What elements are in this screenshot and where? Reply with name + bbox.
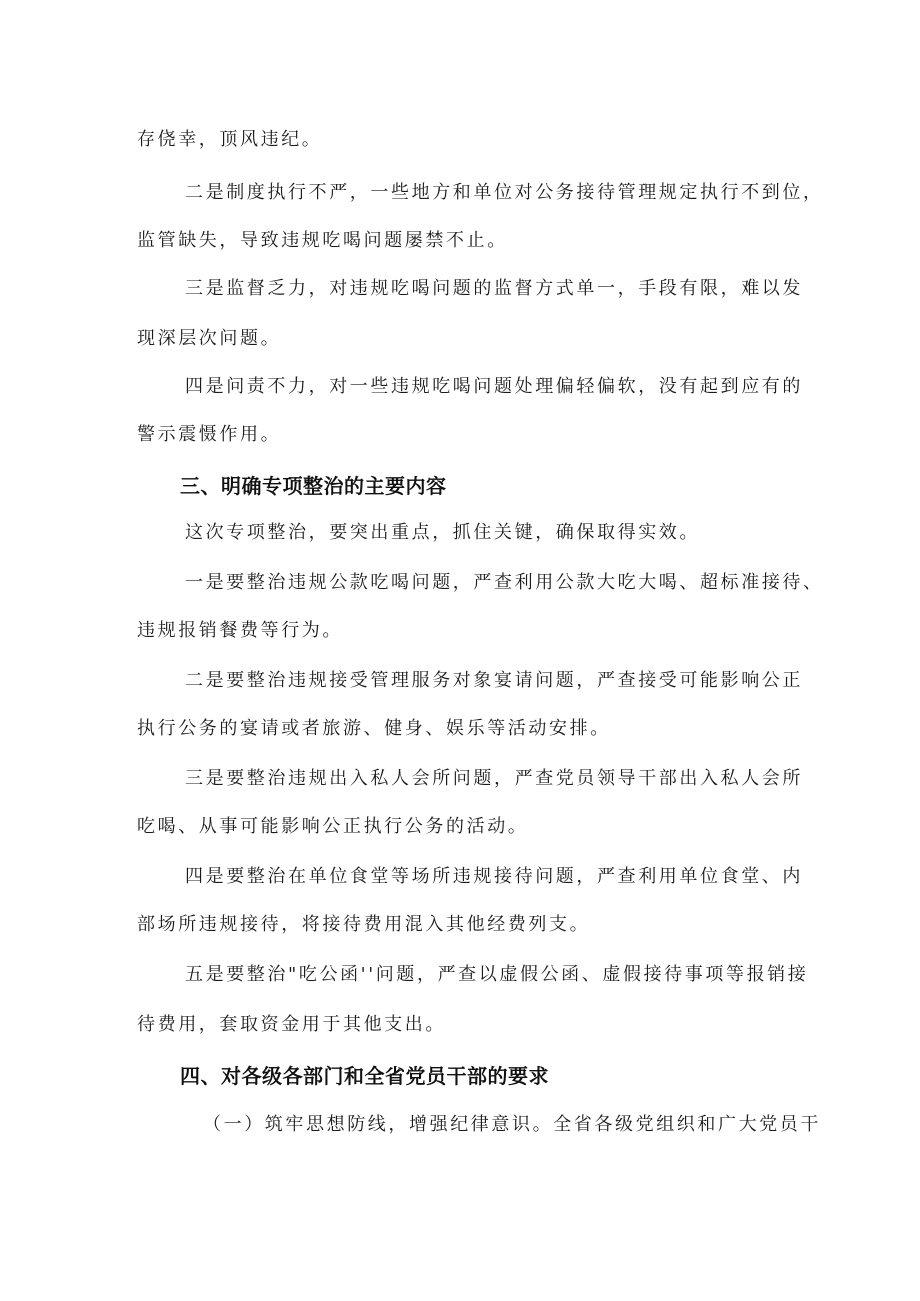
paragraph-line: （一）筑牢思想防线，增强纪律意识。全省各级党组织和广大党员干 bbox=[203, 1114, 821, 1135]
paragraph-line: 五是要整治"吃公函''问题，严查以虚假公函、虚假接待事项等报销接 bbox=[185, 964, 809, 985]
paragraph-line: 执行公务的宴请或者旅游、健身、娱乐等活动安排。 bbox=[137, 718, 611, 739]
paragraph-line: 存侥幸，顶风违纪。 bbox=[137, 129, 323, 150]
paragraph-line: 部场所违规接待，将接待费用混入其他经费列支。 bbox=[137, 914, 591, 935]
paragraph-line: 现深层次问题。 bbox=[137, 328, 282, 349]
paragraph-line: 三是监督乏力，对违规吃喝问题的监督方式单一，手段有限，难以发 bbox=[185, 278, 803, 299]
paragraph-line: 警示震慑作用。 bbox=[137, 424, 282, 445]
paragraph-line: 待费用，套取资金用于其他支出。 bbox=[137, 1014, 446, 1035]
paragraph-line: 一是要整治违规公款吃喝问题，严查利用公款大吃大喝、超标准接待、 bbox=[185, 572, 824, 593]
paragraph-line: 三是要整治违规出入私人会所问题，严查党员领导干部出入私人会所 bbox=[185, 768, 803, 789]
paragraph-line: 吃喝、从事可能影响公正执行公务的活动。 bbox=[137, 816, 529, 837]
section-heading: 三、明确专项整治的主要内容 bbox=[180, 474, 447, 498]
paragraph-line: 监管缺失，导致违规吃喝问题屡禁不止。 bbox=[137, 230, 508, 251]
paragraph-line: 四是问责不力，对一些违规吃喝问题处理偏轻偏软，没有起到应有的 bbox=[185, 376, 803, 397]
paragraph-line: 二是要整治违规接受管理服务对象宴请问题，严查接受可能影响公正 bbox=[185, 670, 803, 691]
paragraph-line: 二是制度执行不严，一些地方和单位对公务接待管理规定执行不到位， bbox=[185, 182, 824, 203]
paragraph-line: 四是要整治在单位食堂等场所违规接待问题，严查利用单位食堂、内 bbox=[185, 866, 803, 887]
paragraph-line: 这次专项整治，要突出重点，抓住关键，确保取得实效。 bbox=[185, 522, 700, 543]
paragraph-line: 违规报销餐费等行为。 bbox=[137, 620, 343, 641]
section-heading: 四、对各级各部门和全省党员干部的要求 bbox=[180, 1064, 549, 1088]
